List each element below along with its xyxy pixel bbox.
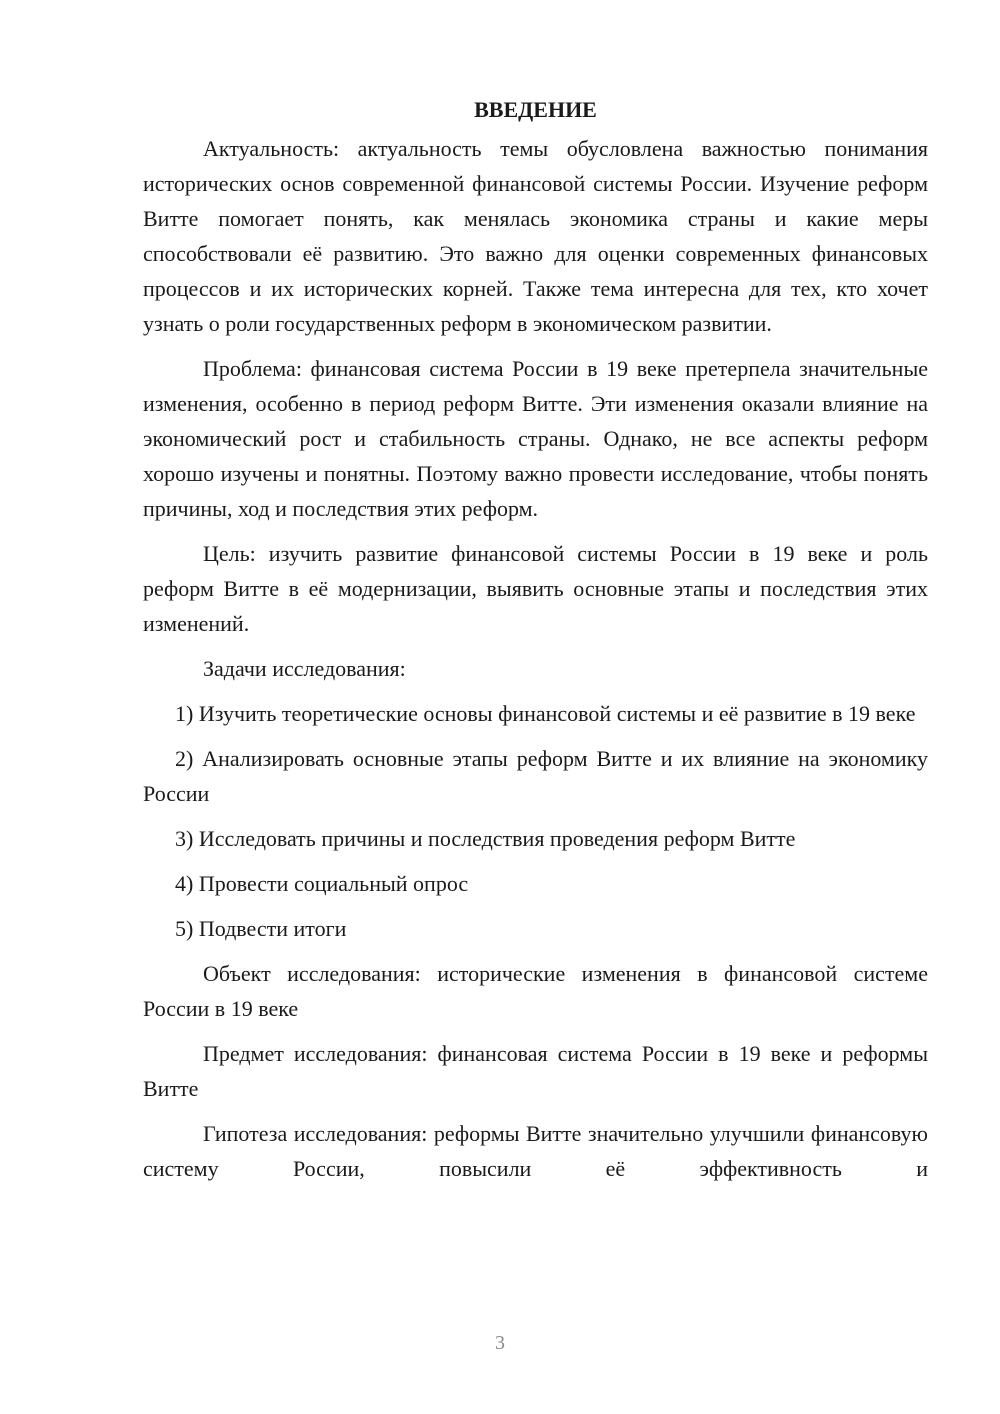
paragraph-subject: Предмет исследования: финансовая система России в 19 веке и реформы Витте [143,1041,928,1101]
section-title: ВВЕДЕНИЕ [474,97,597,122]
tasks-heading: Задачи исследования: [203,656,406,681]
paragraph-object: Объект исследования: исторические изменения в финансовой системе России в 19 веке [143,961,928,1021]
list-item: 3) Исследовать причины и последствия проведения реформ Витте [175,826,796,851]
paragraph-goal: Цель: изучить развитие финансовой системы России в 19 веке и роль реформ Витте в её модернизации, выявить основные этапы и последствия этих изменений. [143,541,928,636]
paragraph-relevance: Актуальность: актуальность темы обусловлена важностью понимания исторических основ современной финансовой системы России. Изучение реформ Витте помогает понять, как менялась экономика страны и какие меры способствовали её развитию. Это важно для оценки современных финансовых процессов и их исторических корней. Также тема интересна для тех, кто хочет узнать о роли государственных реформ в экономическом развитии. [143,136,928,336]
paragraph-hypothesis: Гипотеза исследования: реформы Витте значительно улучшили финансовую систему России, повысили её эффективность и [143,1121,928,1181]
list-item: 5) Подвести итоги [175,916,347,941]
document-body [143,92,928,1196]
list-item: 1) Изучить теоретические основы финансовой системы и её развитие в 19 веке [175,701,916,726]
list-item: 2) Анализировать основные этапы реформ Витте и их влияние на экономику России [143,746,928,806]
list-item: 4) Провести социальный опрос [175,871,469,896]
page-number: 3 [495,1332,505,1354]
tasks-list [143,696,928,946]
paragraph-problem: Проблема: финансовая система России в 19 веке претерпела значительные изменения, особенно в период реформ Витте. Эти изменения оказали влияние на экономический рост и стабильность страны. Однако, не все аспекты реформ хорошо изучены и понятны. Поэтому важно провести исследование, чтобы понять причины, ход и последствия этих реформ. [143,356,928,521]
